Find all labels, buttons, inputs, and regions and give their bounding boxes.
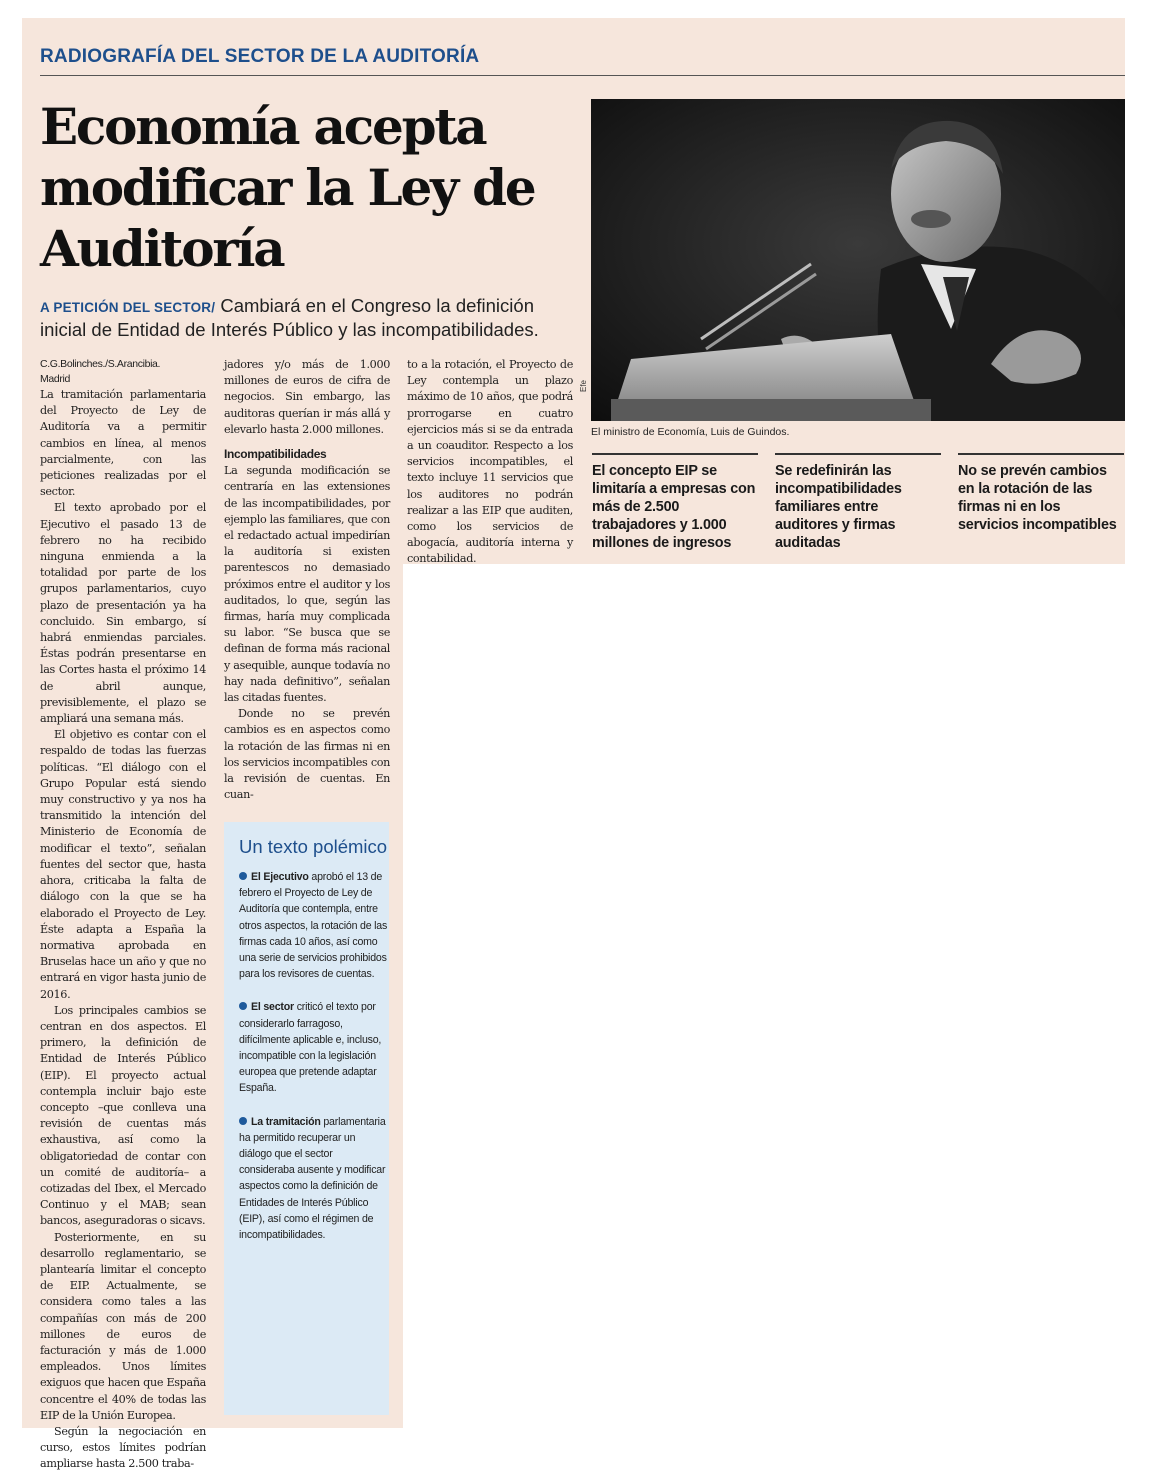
bullet-icon [239,1002,247,1010]
paragraph: La tramitación parlamentaria del Proyecto de Ley de Auditoría va a permitir cambios en línea, al menos parcialmente, con las peticiones realizadas por el sector. [40,388,206,499]
article-column-2 [224,357,390,803]
standfirst [40,295,585,341]
paragraph: jadores y/o más de 1.000 millones de euros de cifra de negocios. Sin embargo, las auditoras querían ir más allá y elevarlo hasta 2.000 millones. [224,358,390,436]
paragraph: to a la rotación, el Proyecto de Ley contempla un plazo máximo de 10 años, que podrá prorrogarse en cuatro ejercicios más si se da entrada a un coauditor. Respecto a los servicios incompatibles, el texto incluye 11 servicios que los auditores no podrán realizar a las EIP que auditen, como los servicios de abogacía, auditoría interna y contabilidad. [407,358,573,566]
headline: Economía acepta modificar la Ley de Auditoría [40,97,535,278]
sidebar-box [224,822,389,1415]
sidebar-item-text: parlamentaria ha permitido recuperar un diálogo que el sector consideraba ausente y modificar aspectos como la definición de Entidades de Interés Público (EIP), así como el régimen de incompatibilidades. [239,1115,386,1242]
sidebar-item [239,999,389,1096]
paragraph: Los principales cambios se centran en dos aspectos. El primero, la definición de Entidad de Interés Público (EIP). El proyecto actual contempla incluir bajo este concepto –que conlleva una revisión de cuentas más exhaustiva, así como la obligatoriedad de contar con un comité de auditoría– a cotizadas del Ibex, el Mercado Continuo y el MAB; sean bancos, aseguradoras o sicavs. [40,1003,206,1228]
sidebar-item [239,869,389,982]
section-label: RADIOGRAFÍA DEL SECTOR DE LA AUDITORÍA [40,46,480,67]
standfirst-text: Cambiará en el Congreso la definición inicial de Entidad de Interés Público y las incompatibilidades. [40,295,539,340]
dateline-city: Madrid [40,373,70,385]
section-divider [40,75,1125,76]
photo-illustration [591,99,1125,421]
bullet-icon [239,1117,247,1125]
sidebar-item [239,1114,389,1244]
bullet-icon [239,872,247,880]
article-column-3 [407,357,573,568]
kicker: A PETICIÓN DEL SECTOR/ [40,300,216,315]
paragraph: El texto aprobado por el Ejecutivo el pasado 13 de febrero no ha recibido ninguna enmienda a la totalidad por parte de los grupos parlamentarios, cuyo plazo de presentación ya ha concluido. Sin embargo, sí habrá enmiendas parciales. Éstas podrán presentarse en las Cortes hasta el próximo 14 de abril aunque, previsiblemente, el plazo se ampliará una semana más. [40,501,206,726]
sidebar-item-lead: El sector [251,1001,294,1014]
article-column-1 [40,357,206,1473]
photo-caption: El ministro de Economía, Luis de Guindos. [591,426,790,438]
sidebar-item-lead: El Ejecutivo [251,871,309,883]
callout-incompatibilidades: Se redefinirán las incompatibilidades familiares entre auditores y firmas auditadas [775,453,941,552]
paragraph: El objetivo es contar con el respaldo de todas las fuerzas políticas. “El diálogo con el Grupo Popular está siendo muy constructivo y ya nos ha transmitido la intención del Ministerio de Economía de modificar el texto”, señalan fuentes del sector que, hasta ahora, criticaba la falta de diálogo con la que se ha elaborado el Proyecto de Ley. Éste adapta a España la normativa aprobada en Bruselas hace un año y que no entrará en vigor hasta junio de 2016. [40,728,206,1001]
callout-eip: El concepto EIP se limitaría a empresas con más de 2.500 trabajadores y 1.000 millones de ingresos [592,453,758,552]
photo-minister [591,99,1125,421]
paragraph: La segunda modificación se centraría en las extensiones de las incompatibilidades, por ejemplo las familiares, que con el redactado actual impedirían la auditoría si existen parentescos no demasiado próximos entre el auditor y los auditados, lo que, según las firmas, haría muy complicada su labor. “Se busca que se definan de forma más racional y asequible, aunque todavía no hay nada definitivo”, señalan las citadas fuentes. [224,464,390,705]
sidebar-item-text: aprobó el 13 de febrero el Proyecto de Ley de Auditoría que contempla, entre otros aspectos, la rotación de las firmas cada 10 años, así como una serie de servicios prohibidos para los revisores de cuentas. [239,871,388,981]
paragraph: Según la negociación en curso, estos límites podrían ampliarse hasta 2.500 traba- [40,1425,206,1471]
paragraph: Posteriormente, en su desarrollo reglamentario, se plantearía limitar el concepto de EIP. Actualmente, se considera como tales a las compañías con más de 200 millones de euros de facturación y más de 1.000 empleados. Unos límites exiguos que hacen que España concentre el 40% de todas las EIP de la Unión Europea. [40,1230,206,1422]
photo-credit: Efe [579,379,588,392]
byline: C.G.Bolinches./S.Arancibia. [40,358,161,370]
sidebar-item-text: criticó el texto por considerarlo farragoso, difícilmente aplicable e, incluso, incompatible con la legislación europea que pretende adaptar España. [239,1001,382,1095]
sidebar-item-lead: La tramitación [251,1115,321,1128]
subheading: Incompatibilidades [224,447,327,462]
sidebar-title: Un texto polémico [239,836,388,857]
paragraph: Donde no se prevén cambios es en aspectos como la rotación de las firmas ni en los servicios incompatibles con la revisión de cuentas. En cuan- [224,707,390,802]
callout-rotacion: No se prevén cambios en la rotación de las firmas ni en los servicios incompatibles [958,453,1124,534]
